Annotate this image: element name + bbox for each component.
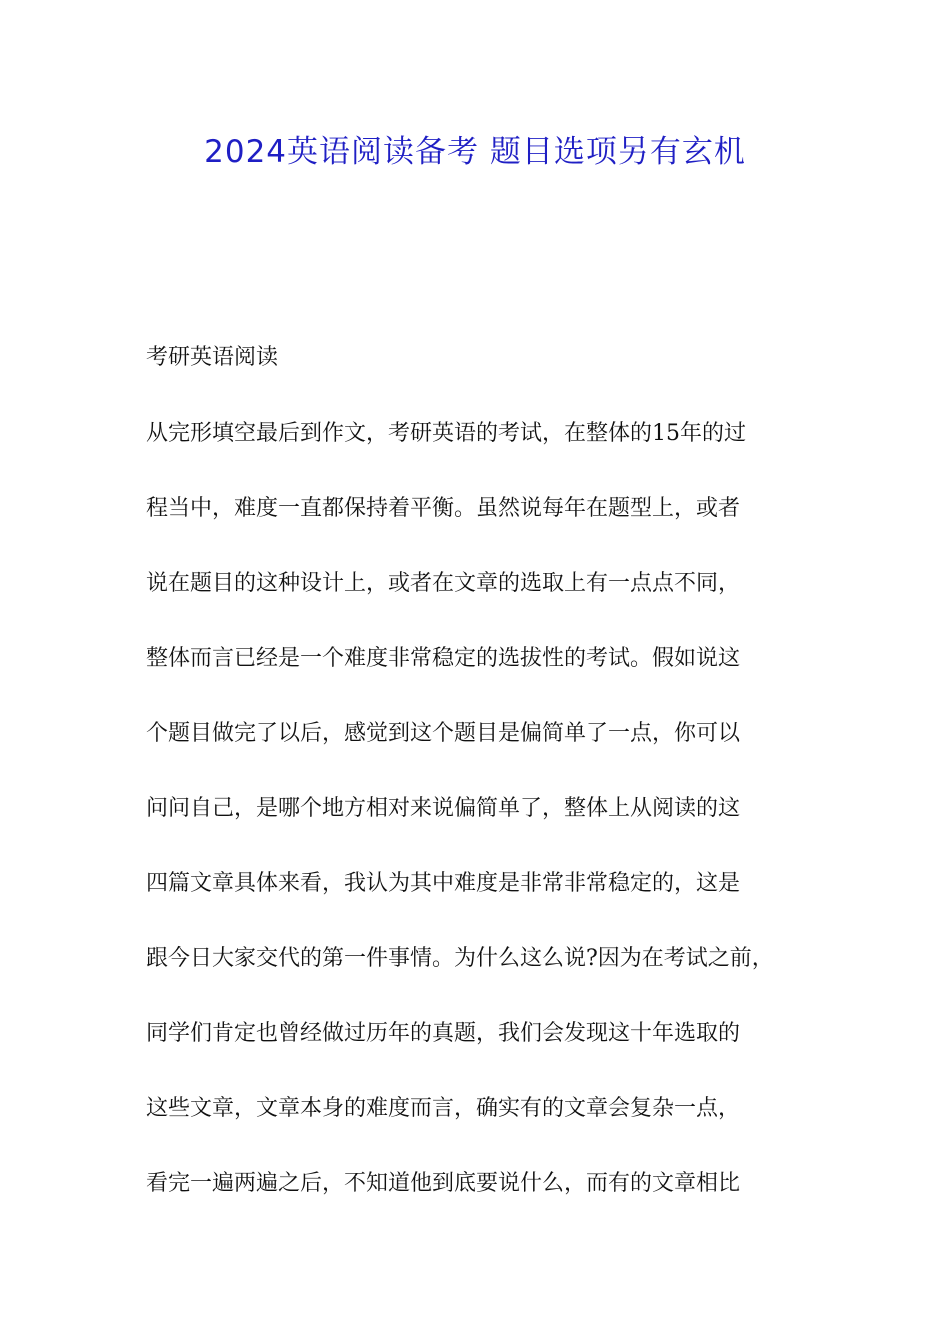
body-line-5: 个题目做完了以后，感觉到这个题目是偏简单了一点，你可以 xyxy=(146,721,741,746)
body-line-7: 四篇文章具体来看，我认为其中难度是非常非常稳定的，这是 xyxy=(146,871,741,896)
body-line-9: 同学们肯定也曾经做过历年的真题，我们会发现这十年选取的 xyxy=(146,1021,741,1046)
body-line-2: 程当中，难度一直都保持着平衡。虽然说每年在题型上，或者 xyxy=(146,496,741,521)
body-line-11: 看完一遍两遍之后，不知道他到底要说什么，而有的文章相比 xyxy=(146,1171,741,1196)
body-line-10: 这些文章，文章本身的难度而言，确实有的文章会复杂一点， xyxy=(146,1096,741,1121)
body-line-6: 问问自己，是哪个地方相对来说偏简单了，整体上从阅读的这 xyxy=(146,796,741,821)
body-line-8: 跟今日大家交代的第一件事情。为什么这么说?因为在考试之前， xyxy=(146,946,774,971)
body-line-4: 整体而言已经是一个难度非常稳定的选拔性的考试。假如说这 xyxy=(146,646,741,671)
document-title: 2024英语阅读备考 题目选项另有玄机 xyxy=(204,134,746,170)
body-line-1: 从完形填空最后到作文，考研英语的考试，在整体的15年的过 xyxy=(146,421,746,446)
body-line-3: 说在题目的这种设计上，或者在文章的选取上有一点点不同， xyxy=(146,571,741,596)
section-heading: 考研英语阅读 xyxy=(146,345,279,370)
